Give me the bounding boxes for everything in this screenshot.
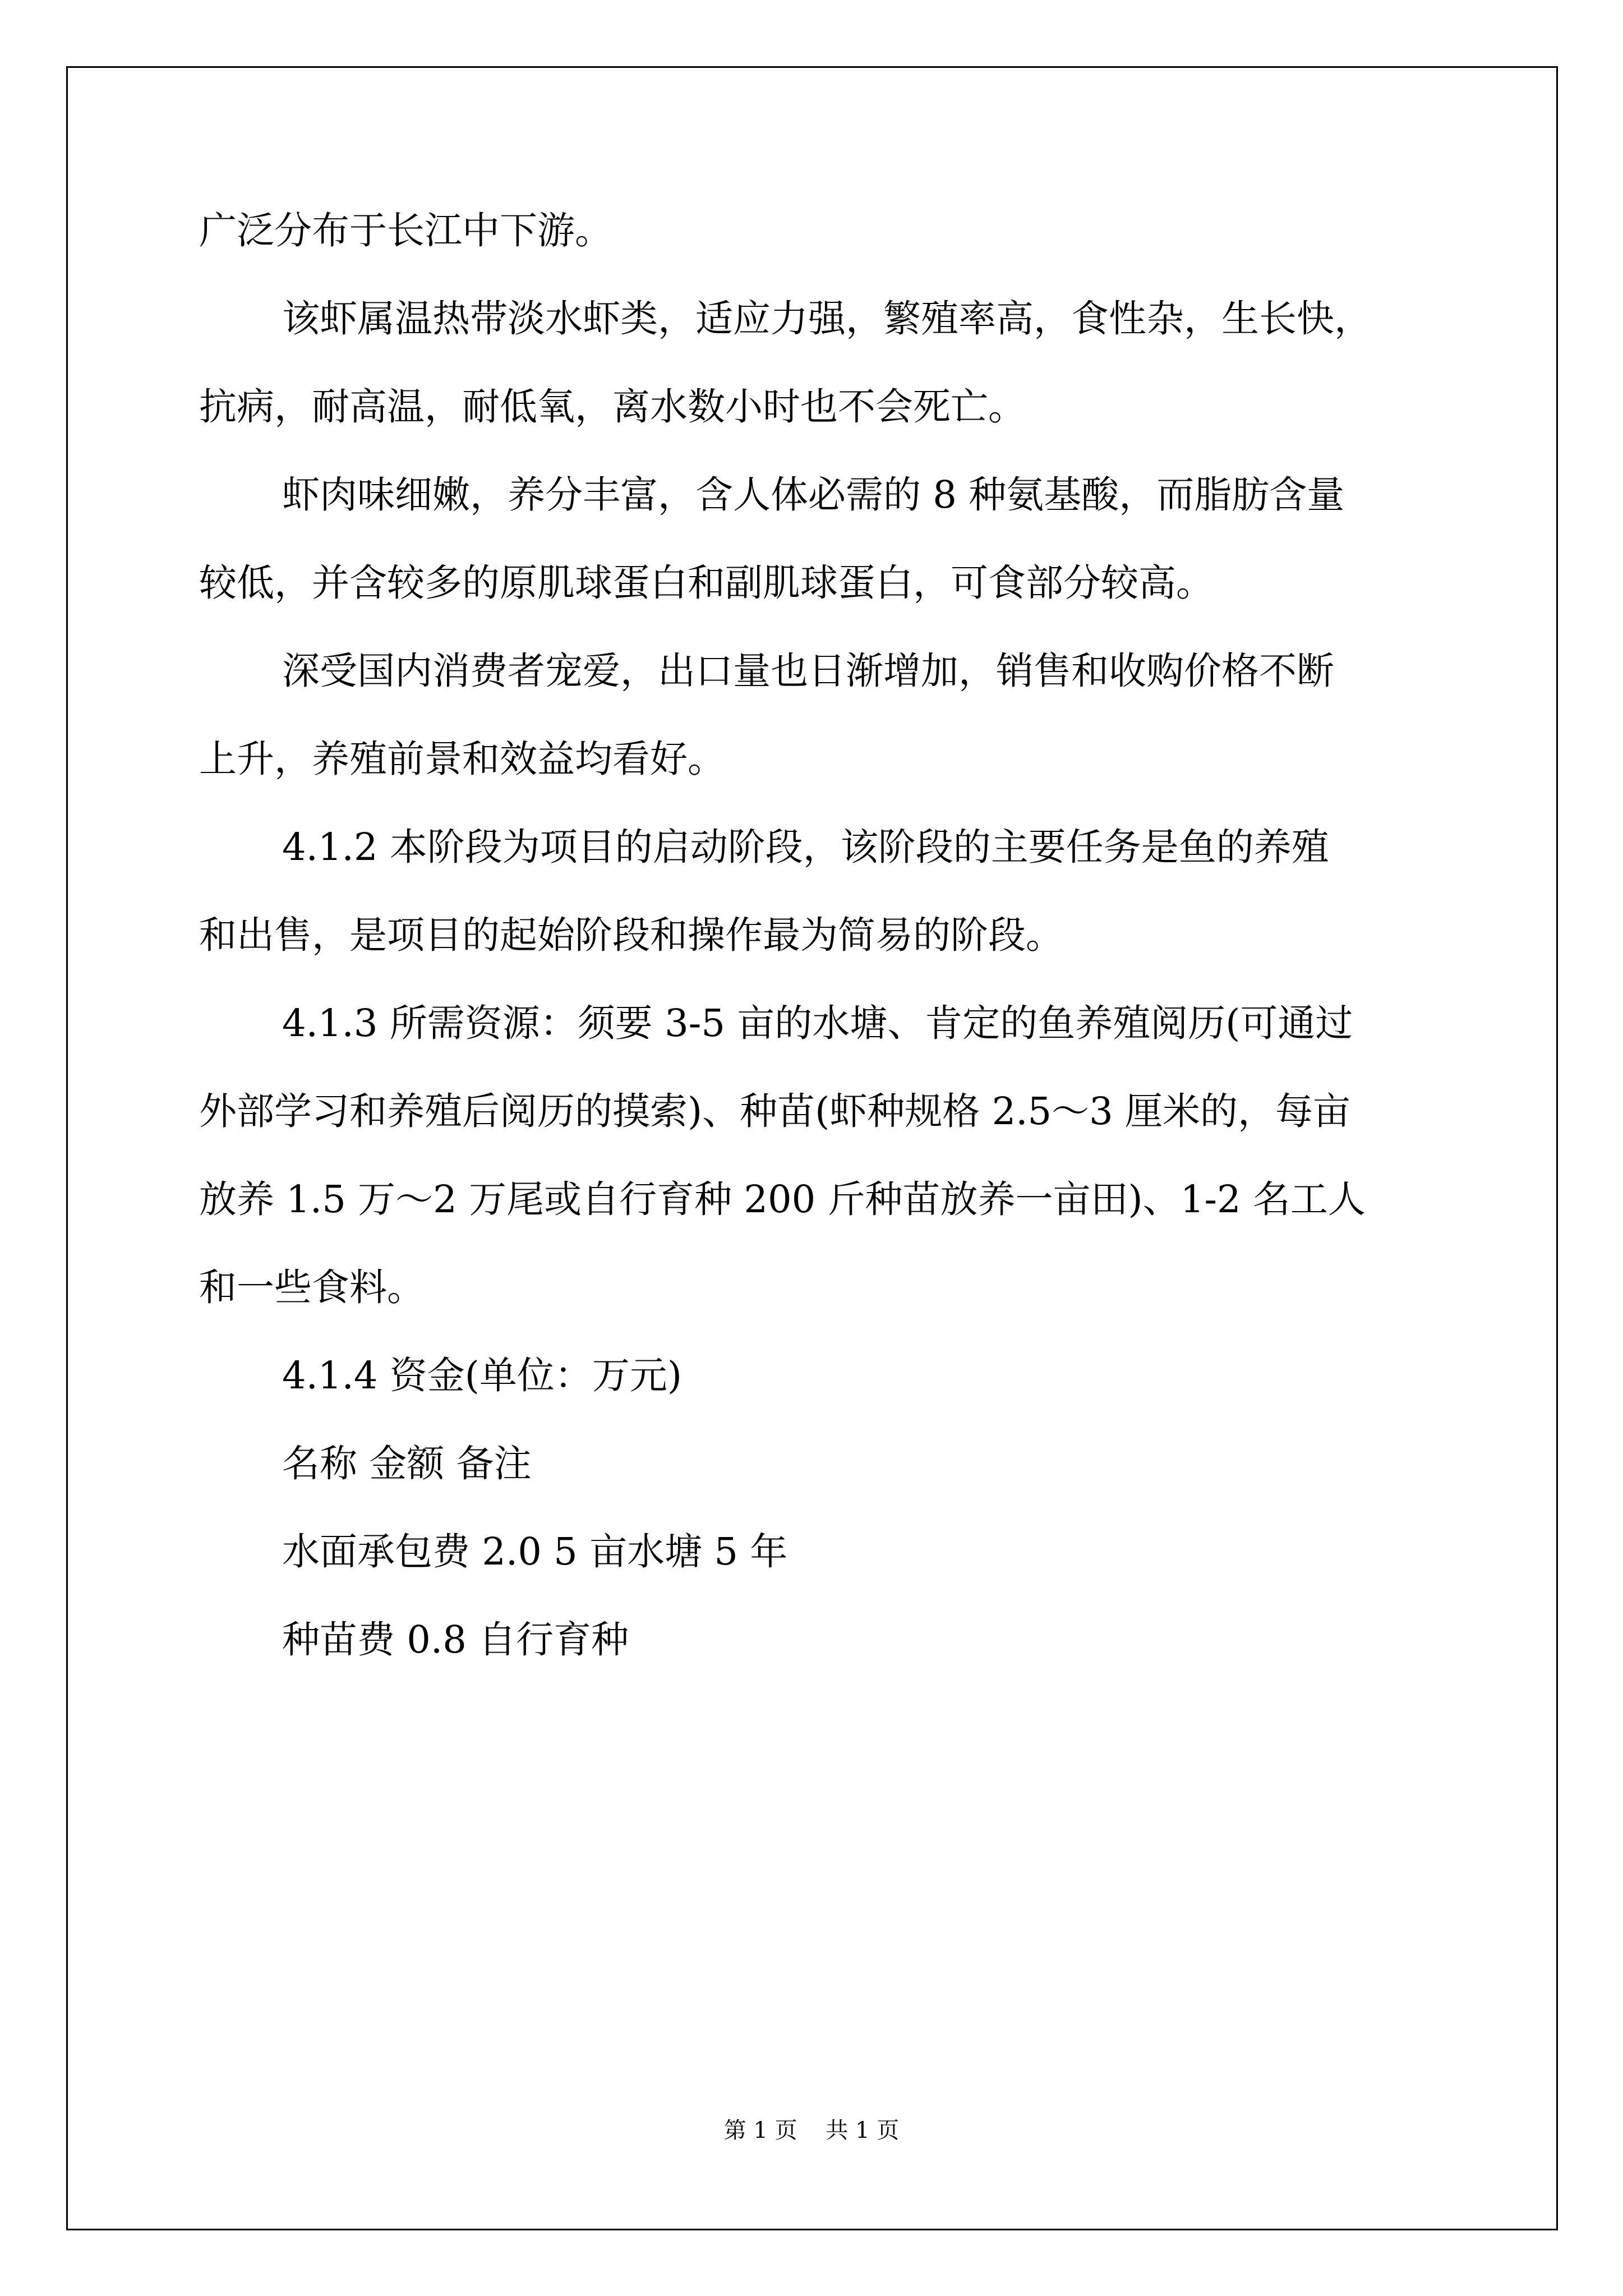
text-line: 较低，并含较多的原肌球蛋白和副肌球蛋白，可食部分较高。 [199, 561, 1214, 605]
page-number-footer: 第 1 页 共 1 页 [723, 2118, 900, 2143]
paragraph-first-line: 深受国内消费者宠爱，出口量也日渐增加，销售和收购价格不断 [282, 649, 1334, 693]
text-line: 外部学习和养殖后阅历的摸索)、种苗(虾种规格 2.5～3 厘米的，每亩 [199, 1089, 1351, 1133]
paragraph-first-line: 4.1.2 本阶段为项目的启动阶段，该阶段的主要任务是鱼的养殖 [282, 825, 1329, 869]
paragraph-first-line: 4.1.4 资金(单位：万元) [282, 1354, 683, 1397]
text-line: 放养 1.5 万～2 万尾或自行育种 200 斤种苗放养一亩田)、1-2 名工人 [199, 1177, 1366, 1221]
paragraph-first-line: 该虾属温热带淡水虾类，适应力强，繁殖率高，食性杂，生长快， [282, 297, 1372, 341]
text-line: 抗病，耐高温，耐低氧，离水数小时也不会死亡。 [199, 385, 1026, 429]
text-line: 广泛分布于长江中下游。 [199, 209, 612, 252]
paragraph-first-line: 4.1.3 所需资源：须要 3-5 亩的水塘、肯定的鱼养殖阅历(可通过 [282, 1001, 1353, 1045]
text-line: 上升，养殖前景和效益均看好。 [199, 737, 725, 781]
text-line: 和出售，是项目的起始阶段和操作最为简易的阶段。 [199, 913, 1063, 957]
table-row-line: 水面承包费 2.0 5 亩水塘 5 年 [282, 1530, 788, 1573]
table-row-line: 种苗费 0.8 自行育种 [282, 1618, 629, 1662]
text-line: 和一些食料。 [199, 1266, 425, 1309]
paragraph-first-line: 虾肉味细嫩，养分丰富，含人体必需的 8 种氨基酸，而脂肪含量 [282, 473, 1345, 517]
table-header-line: 名称 金额 备注 [282, 1442, 532, 1485]
